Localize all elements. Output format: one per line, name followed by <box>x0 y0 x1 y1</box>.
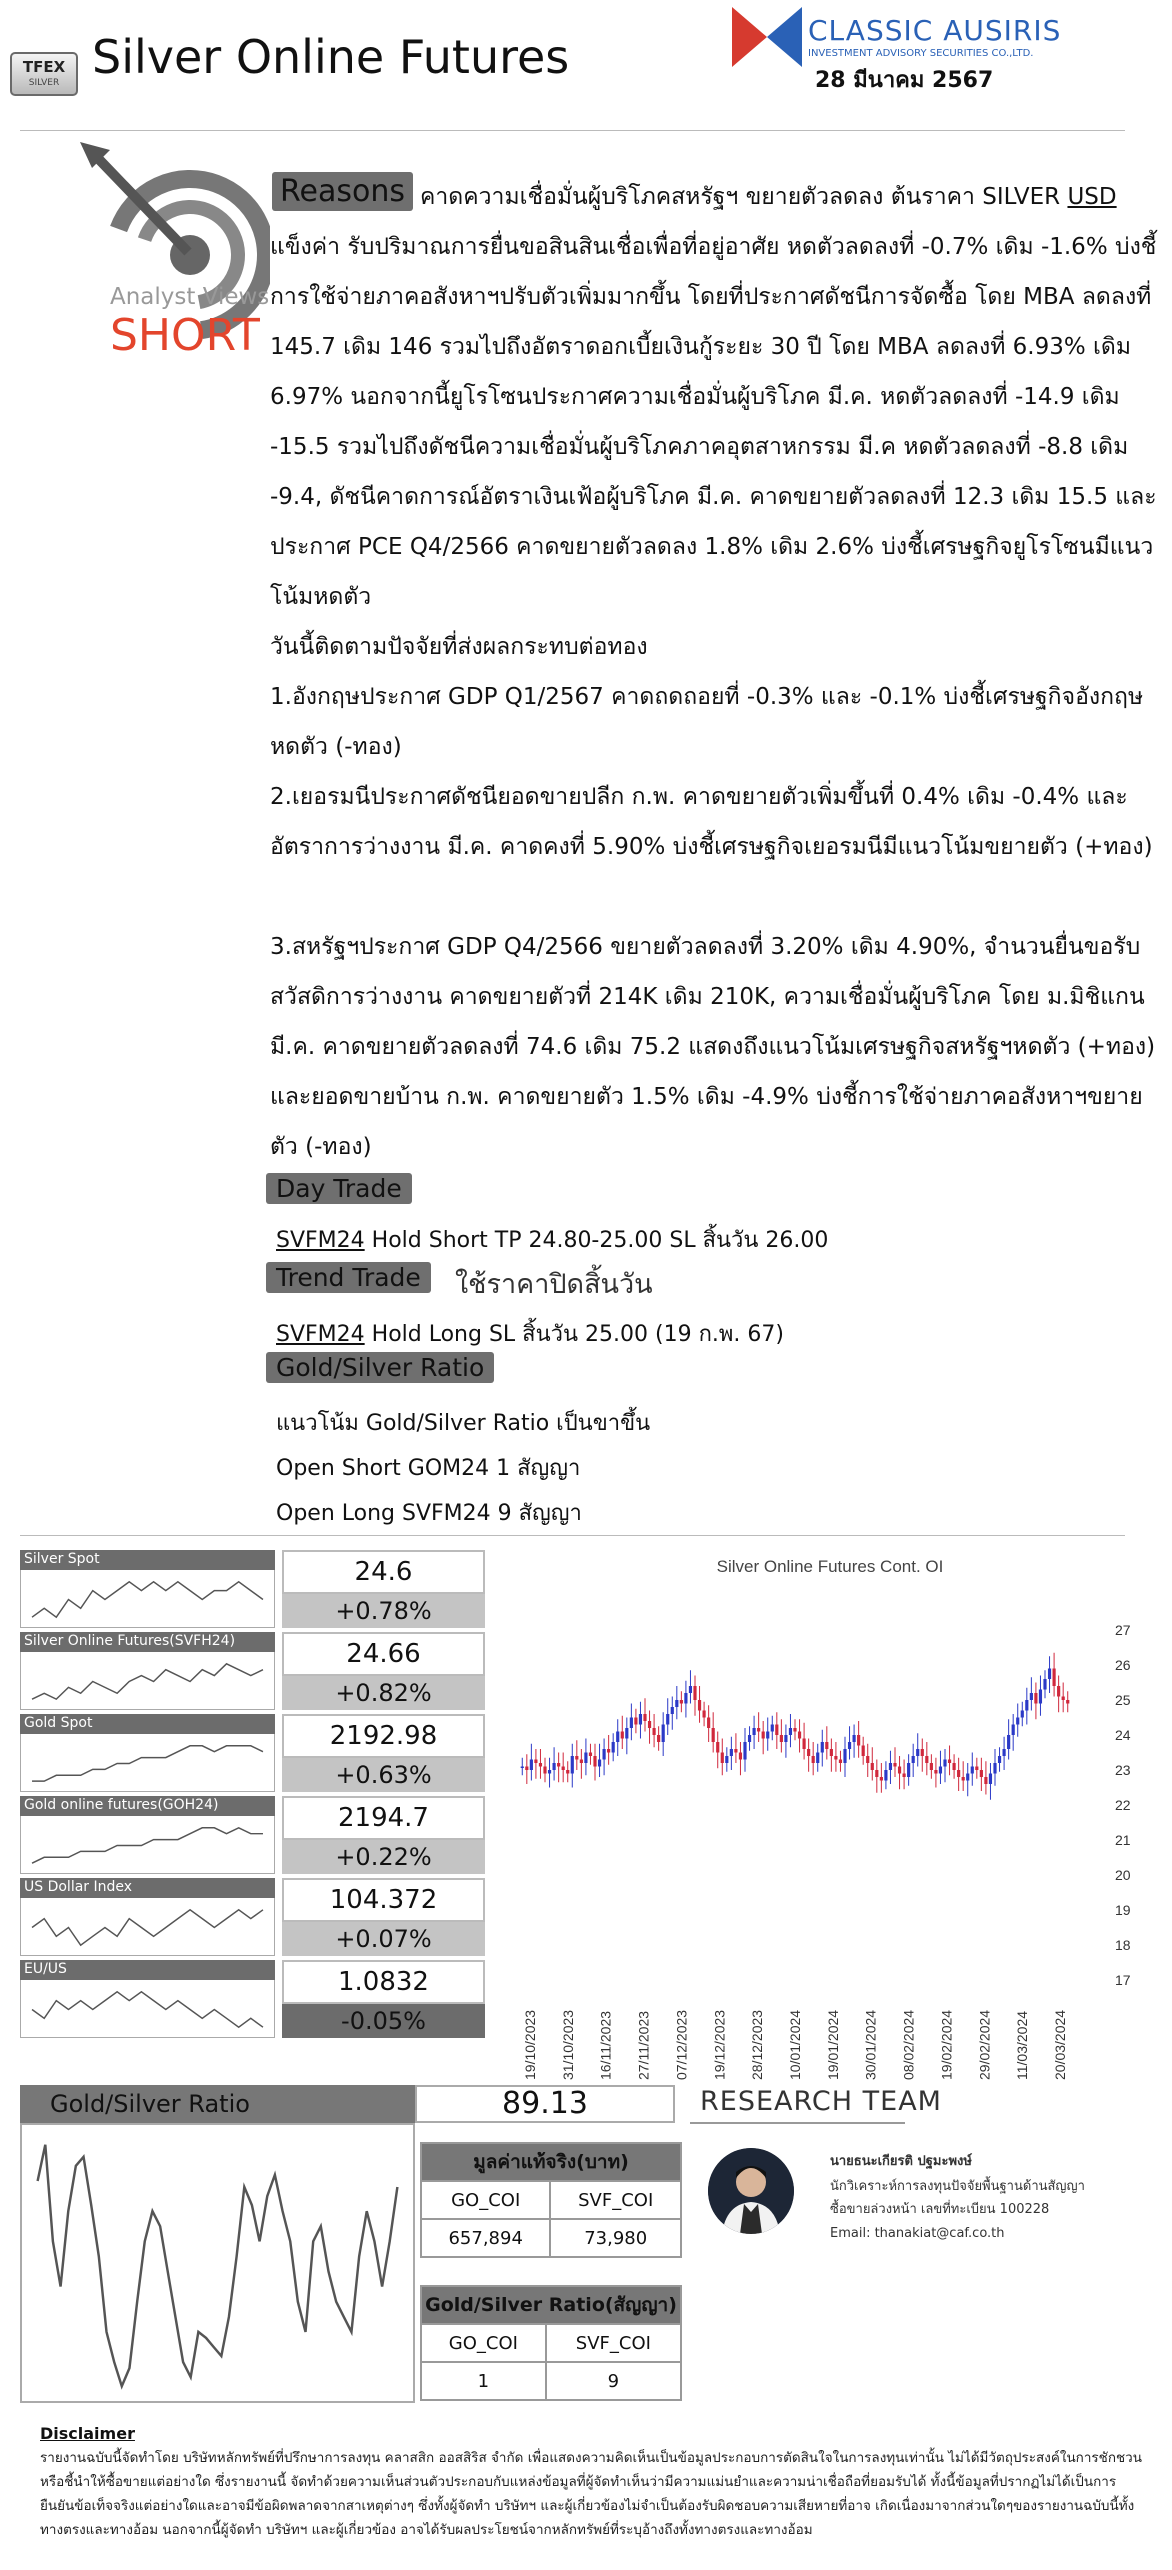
candle-body <box>816 1753 819 1764</box>
candle-body <box>848 1742 851 1749</box>
candle-body <box>571 1756 574 1774</box>
x-tick-label: 19/10/2023 <box>522 2009 538 2080</box>
candle-body <box>880 1777 883 1781</box>
candle-body <box>889 1763 892 1770</box>
candle-body <box>539 1763 542 1767</box>
x-tick-label: 29/02/2024 <box>976 2009 993 2080</box>
quote-sparkline <box>20 1570 275 1628</box>
candle-body <box>884 1770 887 1781</box>
silver-futures-chart <box>500 1540 1160 2080</box>
candle-body <box>1039 1690 1042 1704</box>
candle-body <box>784 1735 787 1742</box>
candle-body <box>666 1714 669 1725</box>
analyst-name: นายธนะเกียรติ ปฐมะพงษ์ <box>830 2154 972 2169</box>
y-tick-label: 27 <box>1115 1622 1131 1638</box>
candle-body <box>766 1732 769 1739</box>
fair-value-val1: 657,894 <box>421 2219 550 2257</box>
candle-body <box>875 1770 878 1777</box>
candle-body <box>589 1753 592 1757</box>
candle-body <box>639 1714 642 1725</box>
candle-body <box>798 1732 801 1739</box>
gold-silver-line3: Open Long SVFM24 9 สัญญา <box>276 1501 582 1526</box>
x-tick-label: 27/11/2023 <box>635 2010 652 2080</box>
candle-body <box>707 1718 710 1729</box>
candle-body <box>725 1756 728 1763</box>
report-date: 28 มีนาคม 2567 <box>815 68 994 93</box>
quote-sparkline <box>20 1980 275 2038</box>
candle-body <box>998 1756 1001 1763</box>
candle-body <box>616 1732 619 1743</box>
candle-body <box>693 1686 696 1700</box>
candle-body <box>643 1714 646 1721</box>
gold-silver-line2: Open Short GOM24 1 สัญญา <box>276 1456 581 1481</box>
factors-title: วันนี้ติดตามปัจจัยที่ส่งผลกระทบต่อทอง <box>270 634 648 660</box>
candle-body <box>730 1749 733 1756</box>
quote-label: Silver Online Futures(SVFH24) <box>20 1632 275 1652</box>
y-tick-label: 24 <box>1115 1727 1131 1743</box>
sparkline-path <box>32 1582 263 1617</box>
y-tick-label: 22 <box>1115 1797 1131 1813</box>
analyst-view-short: SHORT <box>110 310 260 361</box>
factor-3: 3.สหรัฐฯประกาศ GDP Q4/2566 ขยายตัวลดลงที่ 3.20% เดิม 4.90%, จำนวนยื่นขอรับสวัสดิการว่างงาน คาดขยายตัวที่ 214K เดิม 210K, ความเชื่อมั่นผู้บริโภค โดย ม.มิชิแกน มี.ค. คาดขยายตัวลดลงที่ 74.6 เดิม 75.2 แสดงถึงแนวโน้มเศรษฐกิจสหรัฐฯหดตัว (+ทอง) และยอดขายบ้าน ก.พ. คาดขยายตัว 1.5% เดิม -4.9% บ่งชี้การใช้จ่ายภาคอสังหาฯขยายตัว (-ทอง) <box>270 934 1156 1160</box>
candle-body <box>757 1728 760 1732</box>
candle-body <box>534 1760 537 1764</box>
candle-body <box>625 1728 628 1739</box>
candle-body <box>939 1767 942 1774</box>
candle-body <box>598 1760 601 1767</box>
candle-body <box>575 1756 578 1760</box>
candle-body <box>907 1763 910 1777</box>
reasons-paragraph: คาดความเชื่อมั่นผู้บริโภคสหรัฐฯ ขยายตัวลดลง ต้นราคา SILVER USD แข็งค่า รับปริมาณการยื่นขอสินสินเชื่อเพื่อที่อยู่อาศัย หดตัวลดลงที่ -0.7% เดิม -1.6% บ่งชี้การใช้จ่ายภาคอสังหาฯปรับตัวเพิ่มมากขึ้น โดยที่ประกาศดัชนีการจัดซื้อ โดย MBA ลดลงที่ 145.7 เดิม 146 รวมไปถึงอัตราดอกเบี้ยเงินกู้ระยะ 30 ปี โดย MBA ลดลงที่ 6.93% เดิม 6.97% นอกจากนี้ยูโรโซนประกาศความเชื่อมั่นผู้บริโภค มี.ค. หดตัวลดลงที่ -14.9 เดิม -15.5 รวมไปถึงดัชนีความเชื่อมั่นผู้บริโภคภาคอุตสาหกรรม มี.ค หดตัวลดลงที่ -8.8 เดิม -9.4, ดัชนีคาดการณ์อัตราเงินเฟ้อผู้บริโภค มี.ค. คาดขยายตัวลดลงที่ 12.3 เดิม 15.5 และ ประกาศ PCE Q4/2566 คาดขยายตัวลดลง 1.8% เดิม 2.6% บ่งชี้เศรษฐกิจยูโรโซนมีแนวโน้มหดตัว <box>270 184 1157 610</box>
candle-body <box>862 1746 865 1757</box>
candle-body <box>853 1735 856 1742</box>
candle-body <box>562 1767 565 1771</box>
quote-change: +0.82% <box>282 1676 485 1710</box>
candle-body <box>1043 1679 1046 1690</box>
candle-body <box>1030 1693 1033 1700</box>
x-tick-label: 16/11/2023 <box>597 2010 614 2080</box>
quote-label: EU/US <box>20 1960 275 1980</box>
fair-value-title: มูลค่าแท้จริง(บาท) <box>421 2143 681 2181</box>
quote-sparkline <box>20 1816 275 1874</box>
y-tick-label: 21 <box>1115 1832 1131 1848</box>
x-tick-label: 30/01/2024 <box>862 2009 879 2080</box>
candle-body <box>775 1725 778 1736</box>
analyst-views-caption: Analyst Views <box>110 284 270 310</box>
candle-body <box>662 1725 665 1743</box>
quote-box <box>20 1632 485 1710</box>
x-tick-label: 19/01/2024 <box>824 2009 841 2080</box>
candle-body <box>843 1749 846 1763</box>
disclaimer-title: Disclaimer <box>40 2424 135 2443</box>
candle-body <box>966 1774 969 1781</box>
y-tick-label: 25 <box>1115 1692 1131 1708</box>
quote-value: 104.372 <box>282 1878 485 1922</box>
tfex-logo: TFEX SILVER <box>10 52 78 96</box>
fair-value-table <box>420 2142 682 2258</box>
candle-body <box>1062 1697 1065 1701</box>
candle-body <box>543 1767 546 1774</box>
fair-value-val2: 73,980 <box>550 2219 681 2257</box>
factor-2: 2.เยอรมนีประกาศดัชนียอดขายปลีก ก.พ. คาดขยายตัวเพิ่มขึ้นที่ 0.4% เดิม -0.4% และอัตราการว่างงาน มี.ค. คาดคงที่ 5.90% บ่งชี้เศรษฐกิจเยอรมนีมีแนวโน้มขยายตัว (+ทอง) <box>270 784 1153 860</box>
candle-body <box>962 1777 965 1781</box>
candle-body <box>925 1756 928 1763</box>
quote-change: +0.63% <box>282 1758 485 1792</box>
candle-body <box>1021 1711 1024 1718</box>
quote-change: +0.22% <box>282 1840 485 1874</box>
candle-body <box>762 1732 765 1739</box>
candle-body <box>993 1763 996 1774</box>
candle-body <box>898 1767 901 1774</box>
candle-body <box>648 1721 651 1728</box>
candle-body <box>830 1749 833 1756</box>
quote-change: -0.05% <box>282 2004 485 2038</box>
candle-body <box>525 1767 528 1771</box>
candle-body <box>934 1770 937 1774</box>
candle-body <box>716 1742 719 1753</box>
candle-body <box>821 1742 824 1753</box>
ratio-contracts-val2: 9 <box>546 2362 681 2400</box>
candle-body <box>975 1767 978 1771</box>
candle-body <box>680 1700 683 1704</box>
candle-body <box>612 1742 615 1753</box>
candle-body <box>943 1760 946 1767</box>
brand-subtitle: INVESTMENT ADVISORY SECURITIES CO.,LTD. <box>808 48 1034 59</box>
candle-body <box>812 1756 815 1763</box>
reasons-label: Reasons <box>272 172 413 211</box>
analyst-email: Email: thanakiat@caf.co.th <box>830 2226 1005 2241</box>
candle-body <box>984 1777 987 1784</box>
candle-body <box>912 1756 915 1763</box>
candle-body <box>1034 1693 1037 1704</box>
candle-body <box>553 1763 556 1770</box>
header-divider <box>20 130 1125 131</box>
section-divider <box>20 1535 1125 1536</box>
quote-value: 2194.7 <box>282 1796 485 1840</box>
candle-body <box>839 1760 842 1764</box>
candle-body <box>948 1760 951 1764</box>
quote-change: +0.78% <box>282 1594 485 1628</box>
candle-body <box>748 1735 751 1742</box>
y-tick-label: 19 <box>1115 1902 1131 1918</box>
day-trade-signal: SVFM24 Hold Short TP 24.80-25.00 SL สิ้นวัน 26.00 <box>276 1228 829 1253</box>
ratio-label: Gold/Silver Ratio <box>20 2085 415 2123</box>
candle-body <box>834 1756 837 1760</box>
x-tick-label: 20/03/2024 <box>1052 2009 1068 2080</box>
classic-ausiris-logo-icon <box>727 2 807 72</box>
ratio-value: 89.13 <box>415 2085 675 2123</box>
quote-sparkline <box>20 1898 275 1956</box>
candle-body <box>634 1718 637 1725</box>
x-tick-label: 19/02/2024 <box>938 2009 955 2080</box>
y-tick-label: 18 <box>1115 1937 1131 1953</box>
x-tick-label: 11/03/2024 <box>1014 2010 1031 2080</box>
y-tick-label: 20 <box>1115 1867 1131 1883</box>
sparkline-path <box>32 1746 263 1781</box>
factor-1: 1.อังกฤษประกาศ GDP Q1/2567 คาดถดถอยที่ -0.3% และ -0.1% บ่งชี้เศรษฐกิจอังกฤษหดตัว (-ทอง) <box>270 684 1144 760</box>
x-tick-label: 10/01/2024 <box>787 2009 803 2080</box>
research-team-label: RESEARCH TEAM <box>700 2086 942 2117</box>
candle-body <box>871 1763 874 1770</box>
x-tick-label: 19/12/2023 <box>711 2009 728 2080</box>
candle-body <box>521 1767 524 1769</box>
quote-label: Silver Spot <box>20 1550 275 1570</box>
candle-body <box>780 1735 783 1742</box>
candle-body <box>930 1763 933 1770</box>
quote-sparkline <box>20 1652 275 1710</box>
y-tick-label: 26 <box>1115 1657 1131 1673</box>
candle-body <box>607 1749 610 1753</box>
gold-silver-line1: แนวโน้ม Gold/Silver Ratio เป็นขาขึ้น <box>276 1411 651 1436</box>
sparkline-path <box>32 1828 263 1863</box>
candle-body <box>921 1749 924 1756</box>
sparkline-path <box>32 1910 263 1945</box>
ratio-sparkline <box>20 2123 415 2403</box>
candle-body <box>1053 1669 1056 1687</box>
x-tick-label: 31/10/2023 <box>559 2009 576 2080</box>
quote-sparkline <box>20 1734 275 1792</box>
candle-body <box>1025 1700 1028 1711</box>
x-tick-label: 08/02/2024 <box>900 2009 917 2080</box>
candle-body <box>657 1735 660 1742</box>
candle-body <box>739 1753 742 1760</box>
candle-body <box>593 1756 596 1767</box>
disclaimer-text: รายงานฉบับนี้จัดทำโดย บริษัทหลักทรัพย์ที่ปรึกษาการลงทุน คลาสสิก ออสสิริส จำกัด เพื่อแสดงความคิดเห็นเป็นข้อมูลประกอบการตัดสินใจในการลงทุนเท่านั้น ไม่ได้มีวัตถุประสงค์ในการชักชวนหรือชี้นำให้ซื้อขายแต่อย่างใด ซึ่งรายงานนี้ จัดทำด้วยความเห็นส่วนตัวประกอบกับแหล่งข้อมูลที่ผู้จัดทำเห็นว่ามีความแม่นยำและความน่าเชื่อถือที่ยอมรับได้ ทั้งนี้ข้อมูลที่ปรากฏไม่ได้เป็นการยืนยันข้อเท็จจริงแต่อย่างใดและอาจมีข้อผิดพลาดจากสาเหตุต่างๆ ซึ่งทั้งผู้จัดทำ บริษัทฯ และผู้เกี่ยวข้องไม่จำเป็นต้องรับผิดชอบความเสียหายที่อาจ เกิดเนื่องมาจากส่วนใดๆของรายงานฉบับนี้ทั้งทางตรงและทางอ้อม นอกจากนี้ผู้จัดทำ บริษัทฯ และผู้เกี่ยวข้อง อาจได้รับผลประโยชน์จากหลักทรัพย์ที่ระบุอ้างถึงทั้งทางตรงและทางอ้อม <box>40 2450 1142 2538</box>
candle-body <box>734 1749 737 1753</box>
candle-body <box>530 1760 533 1771</box>
candle-body <box>825 1742 828 1749</box>
research-underline <box>690 2122 905 2124</box>
trend-trade-note: ใช้ราคาปิดสิ้นวัน <box>455 1269 653 1300</box>
trend-trade-label: Trend Trade <box>266 1262 431 1293</box>
chart-title: Silver Online Futures Cont. OI <box>716 1557 944 1576</box>
y-tick-label: 23 <box>1115 1762 1131 1778</box>
day-trade-label: Day Trade <box>266 1173 412 1204</box>
candle-body <box>857 1735 860 1746</box>
candle-body <box>557 1763 560 1767</box>
quote-box <box>20 1550 485 1628</box>
candle-body <box>771 1725 774 1732</box>
candle-body <box>989 1774 992 1785</box>
candle-body <box>753 1728 756 1735</box>
candle-body <box>1007 1735 1010 1749</box>
candle-body <box>684 1693 687 1704</box>
candle-body <box>743 1742 746 1760</box>
quote-box <box>20 1878 485 1956</box>
candle-body <box>1057 1686 1060 1697</box>
ratio-contracts-col2: SVF_COI <box>546 2324 681 2362</box>
candle-body <box>807 1749 810 1756</box>
candle-body <box>893 1763 896 1767</box>
analyst-avatar <box>708 2148 794 2234</box>
fair-value-col2: SVF_COI <box>550 2181 681 2219</box>
ratio-line <box>38 2145 398 2387</box>
ratio-contracts-title: Gold/Silver Ratio(สัญญา) <box>421 2286 681 2324</box>
analyst-reg: ซื้อขายล่วงหน้า เลขที่ทะเบียน 100228 <box>830 2202 1050 2217</box>
sparkline-path <box>32 1664 263 1699</box>
candle-body <box>980 1770 983 1777</box>
x-tick-label: 07/12/2023 <box>673 2009 690 2080</box>
y-tick-label: 17 <box>1115 1972 1131 1988</box>
candle-body <box>721 1753 724 1764</box>
candle-body <box>584 1753 587 1764</box>
candle-body <box>916 1749 919 1756</box>
ratio-contracts-val1: 1 <box>421 2362 546 2400</box>
candle-body <box>603 1749 606 1760</box>
analyst-role: นักวิเคราะห์การลงทุนปัจจัยพื้นฐานด้านสัญญา <box>830 2179 1085 2194</box>
candle-body <box>671 1707 674 1714</box>
gold-silver-label: Gold/Silver Ratio <box>266 1352 494 1383</box>
candle-body <box>803 1739 806 1750</box>
candle-body <box>953 1763 956 1770</box>
candle-body <box>712 1728 715 1742</box>
candle-body <box>1016 1718 1019 1725</box>
candle-body <box>548 1770 551 1774</box>
candle-body <box>903 1774 906 1778</box>
quote-label: Gold online futures(GOH24) <box>20 1796 275 1816</box>
quote-box <box>20 1960 485 2038</box>
candle-body <box>689 1686 692 1693</box>
candle-body <box>1048 1669 1051 1680</box>
quote-value: 24.6 <box>282 1550 485 1594</box>
candle-body <box>621 1732 624 1739</box>
quote-value: 1.0832 <box>282 1960 485 2004</box>
candle-body <box>1003 1749 1006 1756</box>
sparkline-path <box>32 1992 263 2027</box>
trend-trade-signal: SVFM24 Hold Long SL สิ้นวัน 25.00 (19 ก.พ. 67) <box>276 1322 784 1347</box>
page-title: Silver Online Futures <box>92 30 570 84</box>
candle-body <box>793 1728 796 1732</box>
candle-body <box>789 1728 792 1735</box>
candle-body <box>630 1718 633 1729</box>
candle-body <box>703 1711 706 1718</box>
candle-body <box>971 1767 974 1774</box>
candle-body <box>675 1700 678 1707</box>
candle-body <box>1066 1700 1069 1704</box>
candle-body <box>580 1760 583 1764</box>
quote-value: 24.66 <box>282 1632 485 1676</box>
quote-box <box>20 1796 485 1874</box>
candle-body <box>698 1700 701 1711</box>
x-tick-label: 28/12/2023 <box>749 2009 766 2080</box>
brand-name: CLASSIC AUSIRIS <box>808 14 1062 47</box>
quote-box <box>20 1714 485 1792</box>
fair-value-col1: GO_COI <box>421 2181 550 2219</box>
candle-body <box>653 1728 656 1735</box>
candle-body <box>957 1770 960 1777</box>
candle-body <box>866 1756 869 1763</box>
quote-label: US Dollar Index <box>20 1878 275 1898</box>
quote-value: 2192.98 <box>282 1714 485 1758</box>
ratio-contracts-col1: GO_COI <box>421 2324 546 2362</box>
quote-change: +0.07% <box>282 1922 485 1956</box>
quote-label: Gold Spot <box>20 1714 275 1734</box>
ratio-contracts-table <box>420 2285 682 2401</box>
candle-body <box>1012 1725 1015 1736</box>
candle-body <box>566 1770 569 1774</box>
